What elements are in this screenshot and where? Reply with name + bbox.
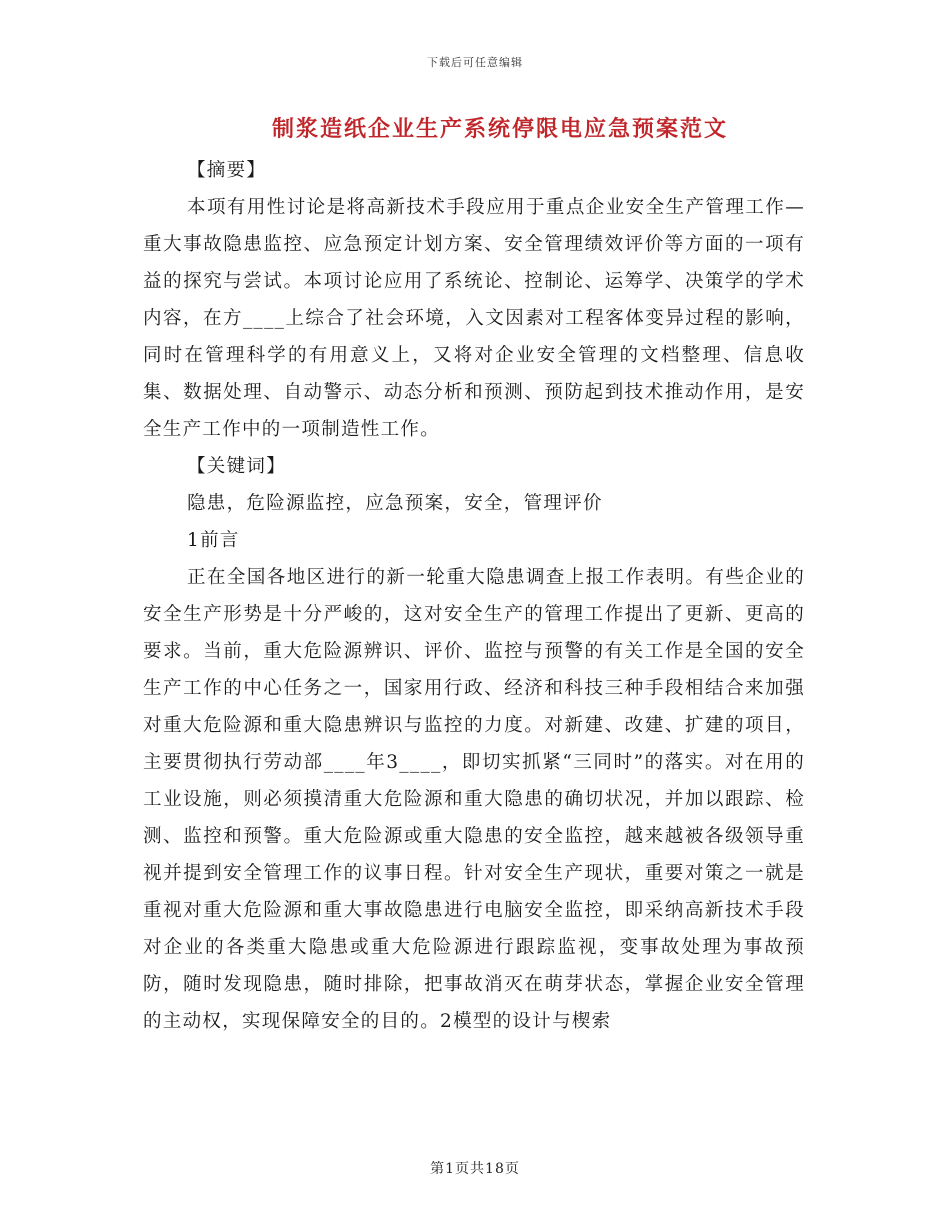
section-paragraph: 正在全国各地区进行的新一轮重大隐患调查上报工作表明。有些企业的安全生产形势是十分严峻的，这对安全生产的管理工作提出了更新、更高的要求。当前，重大危险源辨识、评价、监控与预警的有关工作是全国的安全生产工作的中心任务之一，国家用行政、经济和科技三种手段相结合来加强对重大危险源和重大隐患辨识与监控的力度。对新建、改建、扩建的项目，主要贯彻执行劳动部____年3____，即切实抓紧“三同时”的落实。对在用的工业设施，则必须摸清重大危险源和重大隐患的确切状况，并加以跟踪、检测、监控和预警。重大危险源或重大隐患的安全监控，越来越被各级领导重视并提到安全管理工作的议事日程。针对安全生产现状，重要对策之一就是重视对重大危险源和重大事故隐患进行电脑安全监控，即采纳高新技术手段对企业的各类重大隐患或重大危险源进行跟踪监视，变事故处理为事故预防，随时发现隐患，随时排除，把事故消灭在萌芽状态，掌握企业安全管理的主动权，实现保障安全的目的。2模型的设计与楔索 — [143, 567, 805, 1032]
abstract-label: 【摘要】 — [187, 160, 267, 181]
abstract-paragraph: 本项有用性讨论是将高新技术手段应用于重点企业安全生产管理工作—重大事故隐患监控、应急预定计划方案、安全管理绩效评价等方面的一项有益的探究与尝试。本项讨论应用了系统论、控制论、运筹学、决策学的学术内容，在方____上综合了社会环境，入文因素对工程客体变异过程的影响，同时在管理科学的有用意义上，又将对企业安全管理的文档整理、信息收集、数据处理、自动警示、动态分析和预测、预防起到技术推动作用，是安全生产工作中的一项制造性工作。 — [143, 197, 805, 440]
header-note: 下载后可任意编辑 — [427, 56, 523, 69]
page-indicator: 第1页共18页 — [430, 1161, 520, 1177]
keywords-label: 【关键词】 — [187, 456, 287, 477]
keywords-paragraph: 隐患，危险源监控，应急预案，安全，管理评价 — [187, 493, 603, 514]
section-heading: 1前言 — [187, 530, 240, 551]
document-title: 制浆造纸企业生产系统停限电应急预案范文 — [271, 116, 728, 142]
document-body — [143, 152, 805, 1040]
